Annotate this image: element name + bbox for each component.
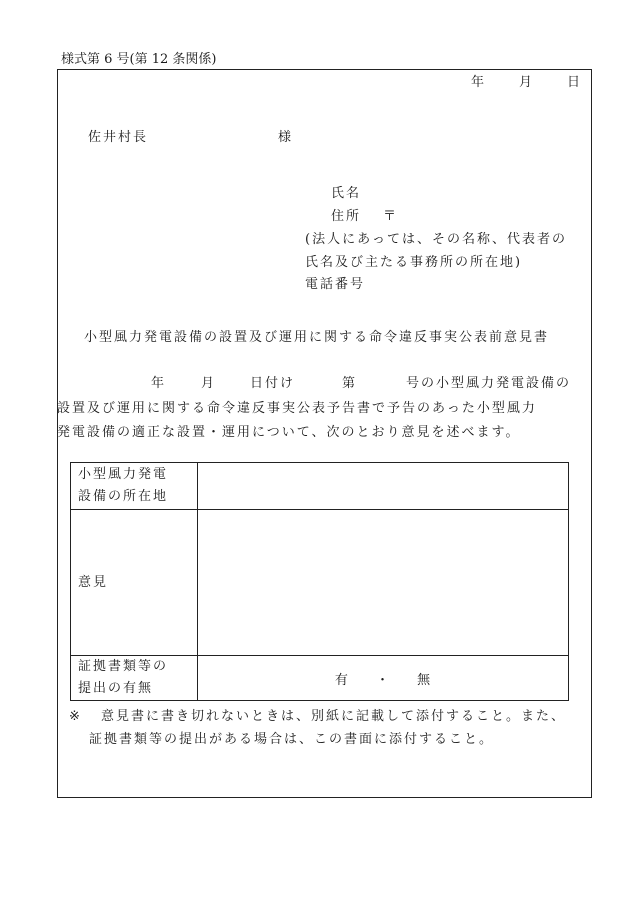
date-year-label: 年 (471, 75, 485, 90)
location-label-line1: 小型風力発電 (78, 467, 169, 482)
addressee-name: 佐井村長 (88, 130, 149, 145)
opinion-row (71, 510, 569, 656)
addressee-honorific: 様 (278, 130, 292, 145)
date-day-label: 日 (567, 75, 581, 90)
evidence-label-line2: 提出の有無 (78, 681, 154, 696)
location-label-line2: 設備の所在地 (78, 489, 169, 504)
ref-number-prefix: 第 (342, 376, 356, 391)
body-line2: 設置及び運用に関する命令違反事実公表予告書で予告のあった小型風力 (57, 401, 537, 416)
opinion-label: 意見 (71, 510, 198, 656)
ref-month-label: 月 (201, 376, 215, 391)
corporate-note-line2: 氏名及び主たる事務所の所在地) (305, 255, 523, 270)
form-number: 様式第 6 号(第 12 条関係) (61, 52, 217, 67)
applicant-address-label: 住所 (331, 209, 362, 224)
ref-year-label: 年 (151, 376, 165, 391)
body-line1-tail: 号の小型風力発電設備の (406, 376, 572, 391)
corporate-note-line1: (法人にあっては、その名称、代表者の (305, 232, 567, 247)
location-label-cell (71, 463, 198, 510)
phone-label: 電話番号 (305, 277, 366, 292)
date-month-label: 月 (519, 75, 533, 90)
opinion-value-cell[interactable] (198, 510, 569, 656)
opinion-table (70, 462, 569, 701)
applicant-name-label: 氏名 (331, 186, 362, 201)
evidence-label-cell (71, 656, 198, 701)
note-mark: ※ (69, 709, 80, 724)
postal-mark: 〒 (383, 209, 397, 224)
body-line3: 発電設備の適正な設置・運用について、次のとおり意見を述べます。 (57, 425, 521, 440)
note-line1: 意見書に書き切れないときは、別紙に記載して添付すること。また、 (101, 709, 567, 724)
evidence-row (71, 656, 569, 701)
document-title: 小型風力発電設備の設置及び運用に関する命令違反事実公表前意見書 (84, 330, 550, 345)
location-value-cell[interactable] (198, 463, 569, 510)
evidence-label-line1: 証拠書類等の (78, 659, 169, 674)
evidence-value[interactable]: 有 ・ 無 (198, 656, 569, 701)
ref-dated-label: 日付け (250, 376, 296, 391)
note-line2: 証拠書類等の提出がある場合は、この書面に添付すること。 (89, 732, 495, 747)
location-row (71, 463, 569, 510)
